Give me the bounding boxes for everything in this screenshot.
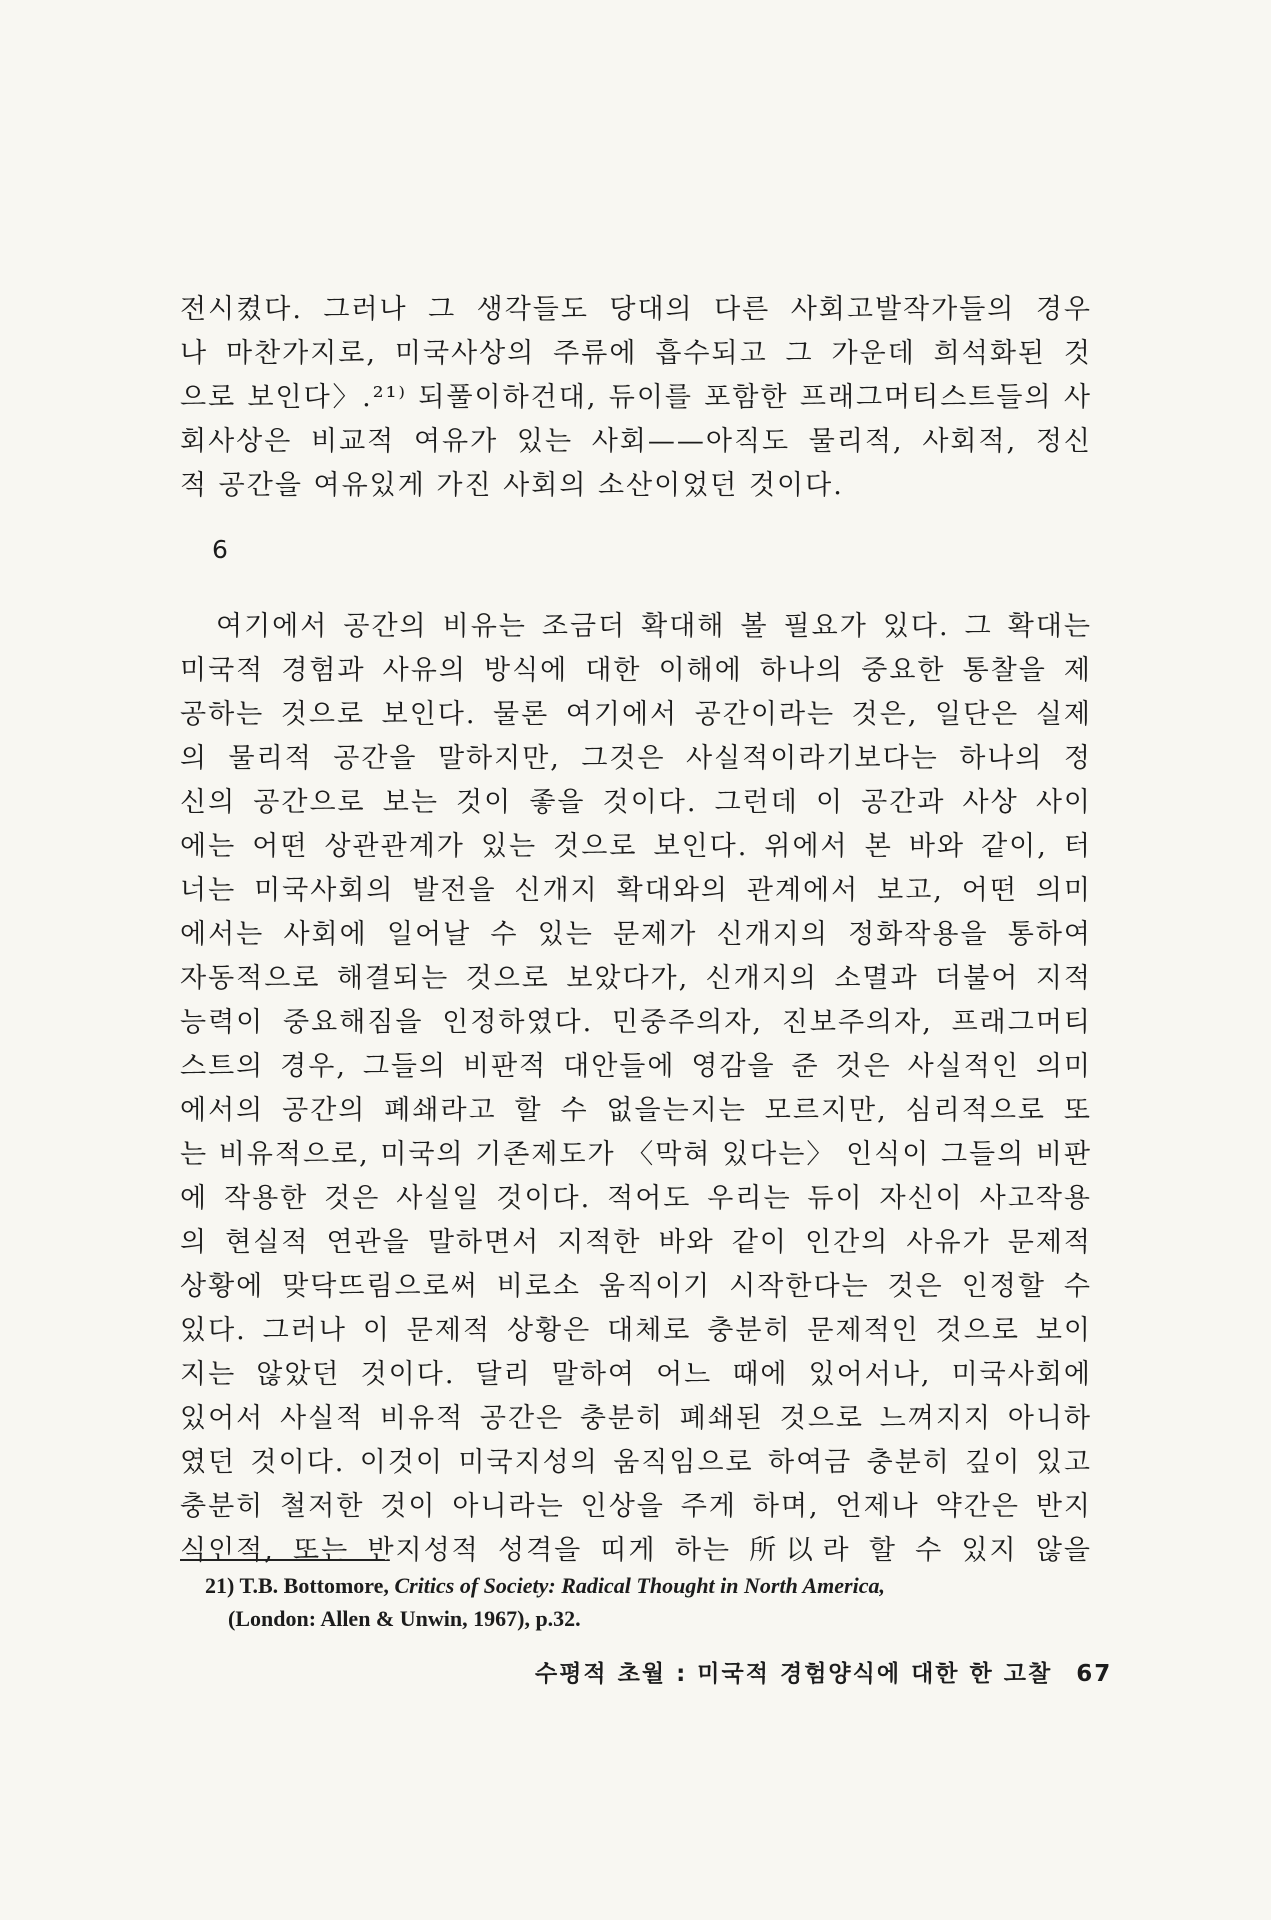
text-line: 있어서 사실적 비유적 공간은 충분히 폐쇄된 것으로 느껴지지 아니하 xyxy=(180,1403,1092,1434)
footnote-line xyxy=(205,1569,1105,1602)
text-line: 여기에서 공간의 비유는 조금더 확대해 볼 필요가 있다. 그 확대는 xyxy=(216,611,1092,642)
text-line: 신의 공간으로 보는 것이 좋을 것이다. 그런데 이 공간과 사상 사이 xyxy=(180,787,1092,818)
text-line: 회사상은 비교적 여유가 있는 사회——아직도 물리적, 사회적, 정신 xyxy=(180,426,1092,457)
text-line: 의 물리적 공간을 말하지만, 그것은 사실적이라기보다는 하나의 정 xyxy=(180,743,1092,774)
section-number: 6 xyxy=(212,535,228,564)
footnote-marker: 21) xyxy=(205,1573,235,1598)
page-number: 67 xyxy=(1076,1661,1113,1687)
footnote-divider xyxy=(180,1559,385,1561)
text-line: 스트의 경우, 그들의 비판적 대안들에 영감을 준 것은 사실적인 의미 xyxy=(180,1051,1092,1082)
text-line: 너는 미국사회의 발전을 신개지 확대와의 관계에서 보고, 어떤 의미 xyxy=(180,875,1092,906)
text-line: 에 작용한 것은 사실일 것이다. 적어도 우리는 듀이 자신이 사고작용 xyxy=(180,1183,1092,1214)
text-line: 상황에 맞닥뜨림으로써 비로소 움직이기 시작한다는 것은 인정할 수 xyxy=(180,1271,1092,1302)
text-line: 나 마찬가지로, 미국사상의 주류에 흡수되고 그 가운데 희석화된 것 xyxy=(180,338,1092,369)
footnote-title: Critics of Society: Radical Thought in North America, xyxy=(394,1573,885,1598)
text-line: 으로 보인다〉.²¹⁾ 되풀이하건대, 듀이를 포함한 프래그머티스트들의 사 xyxy=(180,382,1092,413)
running-footer xyxy=(535,1655,1113,1688)
footer-title: 수평적 초월 : 미국적 경험양식에 대한 한 고찰 xyxy=(535,1661,1053,1687)
top-paragraph xyxy=(180,288,1092,508)
text-line: 전시켰다. 그러나 그 생각들도 당대의 다른 사회고발작가들의 경우 xyxy=(180,294,1092,325)
text-line: 에서는 사회에 일어날 수 있는 문제가 신개지의 정화작용을 통하여 xyxy=(180,919,1092,950)
text-line: 에서의 공간의 폐쇄라고 할 수 없을는지는 모르지만, 심리적으로 또 xyxy=(180,1095,1092,1126)
text-line: 미국적 경험과 사유의 방식에 대한 이해에 하나의 중요한 통찰을 제 xyxy=(180,655,1092,686)
text-line: 적 공간을 여유있게 가진 사회의 소산이었던 것이다. xyxy=(180,470,844,501)
footnote-21 xyxy=(205,1569,1105,1635)
text-line: 의 현실적 연관을 말하면서 지적한 바와 같이 인간의 사유가 문제적 xyxy=(180,1227,1092,1258)
text-line: 는 비유적으로, 미국의 기존제도가 〈막혀 있다는〉 인식이 그들의 비판 xyxy=(180,1139,1092,1170)
text-line: 공하는 것으로 보인다. 물론 여기에서 공간이라는 것은, 일단은 실제 xyxy=(180,699,1092,730)
text-line: 식인적, 또는 반지성적 성격을 띠게 하는 所以라 할 수 있지 않을 xyxy=(180,1535,1092,1566)
main-paragraph xyxy=(180,605,1092,1573)
text-line: 지는 않았던 것이다. 달리 말하여 어느 때에 있어서나, 미국사회에 xyxy=(180,1359,1092,1390)
text-line: 자동적으로 해결되는 것으로 보았다가, 신개지의 소멸과 더불어 지적 xyxy=(180,963,1092,994)
text-line: 에는 어떤 상관관계가 있는 것으로 보인다. 위에서 본 바와 같이, 터 xyxy=(180,831,1092,862)
text-line: 였던 것이다. 이것이 미국지성의 움직임으로 하여금 충분히 깊이 있고 xyxy=(180,1447,1092,1478)
text-line: 충분히 철저한 것이 아니라는 인상을 주게 하며, 언제나 약간은 반지 xyxy=(180,1491,1092,1522)
text-line: 능력이 중요해짐을 인정하였다. 민중주의자, 진보주의자, 프래그머티 xyxy=(180,1007,1092,1038)
text-line: 있다. 그러나 이 문제적 상황은 대체로 충분히 문제적인 것으로 보이 xyxy=(180,1315,1092,1346)
footnote-publication: (London: Allen & Unwin, 1967), p.32. xyxy=(228,1606,581,1631)
footnote-author: T.B. Bottomore, xyxy=(239,1573,389,1598)
